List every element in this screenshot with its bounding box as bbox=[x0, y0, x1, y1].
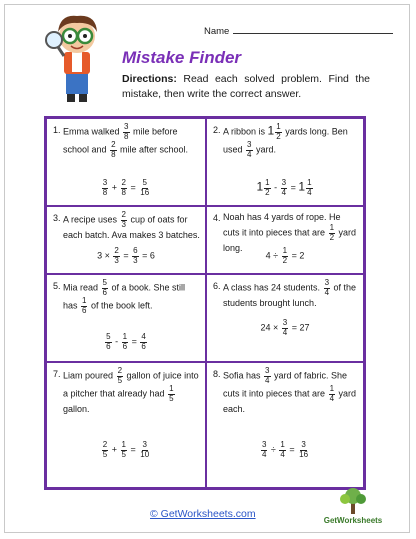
problem-cell-7 bbox=[46, 362, 206, 488]
name-field[interactable] bbox=[204, 24, 393, 37]
fraction: $\frac{2}{8}$ bbox=[111, 140, 116, 159]
problem-cell-3 bbox=[46, 206, 206, 274]
problem-cell-8 bbox=[206, 362, 364, 488]
text-part: of the book left. bbox=[91, 300, 153, 311]
fraction: $\frac{1}{2}$ bbox=[276, 122, 281, 141]
whole-number: 1 bbox=[267, 123, 275, 138]
problem-number: 1. bbox=[53, 125, 61, 135]
svg-text:GetWorksheets: GetWorksheets bbox=[323, 516, 383, 525]
problem-text bbox=[63, 123, 200, 159]
problem-cell-1 bbox=[46, 118, 206, 206]
fraction: $\frac{3}{4}$ bbox=[265, 366, 270, 385]
text-part: gallon of juice into a pitcher that already had bbox=[63, 370, 199, 399]
text-part: Liam poured bbox=[63, 370, 114, 381]
problem-number: 7. bbox=[53, 369, 61, 379]
problem-cell-5 bbox=[46, 274, 206, 362]
fraction: $\frac{5}{6}$ bbox=[102, 278, 107, 297]
fraction: $\frac{1}{2}$ bbox=[329, 223, 335, 242]
fraction: $\frac{1}{5}$ bbox=[169, 384, 174, 403]
text-part: of a book. She still has bbox=[63, 282, 186, 311]
text-part: yard. bbox=[256, 144, 277, 155]
directions-label: Directions: bbox=[122, 73, 177, 85]
problem-text bbox=[223, 367, 358, 416]
problem-number: 8. bbox=[213, 369, 221, 379]
text-part: mile after school. bbox=[120, 144, 189, 155]
problem-text bbox=[63, 211, 200, 242]
text-part: Mia read bbox=[63, 282, 99, 293]
fraction: $\frac{1}{6}$ bbox=[82, 296, 87, 315]
text-part: mile before school and bbox=[63, 126, 178, 155]
fraction: $\frac{2}{3}$ bbox=[121, 210, 126, 229]
text-part: yard of fabric. She cuts it into pieces that are bbox=[223, 370, 348, 399]
directions bbox=[122, 72, 370, 102]
text-part: Sofia has bbox=[223, 370, 261, 381]
worked-solution: 1 $\frac{1}{2}$ - $\frac{3}{4}$ = 1 $\frac{1}{4}$ bbox=[256, 178, 312, 197]
problem-cell-6 bbox=[206, 274, 364, 362]
worked-solution: 4 ÷ $\frac{1}{2}$ = 2 bbox=[265, 246, 305, 265]
problem-number: 2. bbox=[213, 125, 221, 135]
problem-text bbox=[63, 367, 200, 416]
problem-text bbox=[223, 279, 358, 310]
text-part: A recipe uses bbox=[63, 214, 118, 225]
problem-cell-4 bbox=[206, 206, 364, 274]
problem-number: 4. bbox=[213, 213, 221, 223]
worked-solution: 24 × $\frac{3}{4}$ = 27 bbox=[260, 318, 310, 337]
problem-number: 6. bbox=[213, 281, 221, 291]
worked-solution: $\frac{5}{6}$ - $\frac{1}{6}$ = $\frac{4}{6}$ bbox=[106, 332, 146, 351]
problem-text bbox=[223, 123, 358, 159]
text-part: A ribbon is bbox=[223, 126, 266, 137]
footer-website-link[interactable]: © GetWorksheets.com bbox=[150, 508, 256, 520]
directions-text: Read each solved problem. Find the mistake, then write the correct answer. bbox=[122, 73, 370, 100]
text-part: Noah has 4 yards of rope. He cuts it into pieces that are bbox=[223, 212, 341, 238]
problem-number: 5. bbox=[53, 281, 61, 291]
fraction: $\frac{1}{4}$ bbox=[329, 384, 335, 403]
problem-text bbox=[63, 279, 200, 315]
text-part: cup of oats for each batch. Ava makes 3 batches. bbox=[63, 214, 200, 240]
problem-cell-2 bbox=[206, 118, 364, 206]
text-part: gallon. bbox=[63, 404, 90, 414]
text-part: yard each. bbox=[223, 388, 357, 414]
text-part: A class has 24 students. bbox=[223, 282, 321, 293]
fraction: $\frac{2}{5}$ bbox=[117, 366, 123, 385]
mascot-illustration bbox=[44, 8, 110, 106]
worked-solution: $\frac{3}{4}$ ÷ $\frac{1}{4}$ = $\frac{3}{16}$ bbox=[261, 440, 309, 459]
worked-solution: $\frac{2}{5}$ + $\frac{1}{5}$ = $\frac{3}{10}$ bbox=[102, 440, 150, 459]
problem-number: 3. bbox=[53, 213, 61, 223]
worked-solution: 3 × $\frac{2}{3}$ = $\frac{6}{3}$ = 6 bbox=[97, 246, 155, 265]
name-line[interactable] bbox=[233, 24, 393, 34]
text-part: yards long. Ben used bbox=[223, 126, 348, 155]
fraction: $\frac{3}{4}$ bbox=[247, 140, 252, 159]
worked-solution: $\frac{3}{8}$ + $\frac{2}{8}$ = $\frac{5}{16}$ bbox=[102, 178, 150, 197]
name-label: Name bbox=[204, 26, 230, 37]
text-part: yard long. bbox=[223, 227, 357, 253]
text-part: Emma walked bbox=[63, 126, 120, 137]
page-title: Mistake Finder bbox=[122, 48, 242, 67]
text-part: of the students brought lunch. bbox=[223, 282, 357, 308]
tree-icon bbox=[318, 486, 388, 526]
problem-grid bbox=[44, 116, 366, 490]
fraction: $\frac{3}{4}$ bbox=[324, 278, 330, 297]
fraction: $\frac{3}{8}$ bbox=[124, 122, 129, 141]
getworksheets-logo bbox=[318, 486, 388, 526]
